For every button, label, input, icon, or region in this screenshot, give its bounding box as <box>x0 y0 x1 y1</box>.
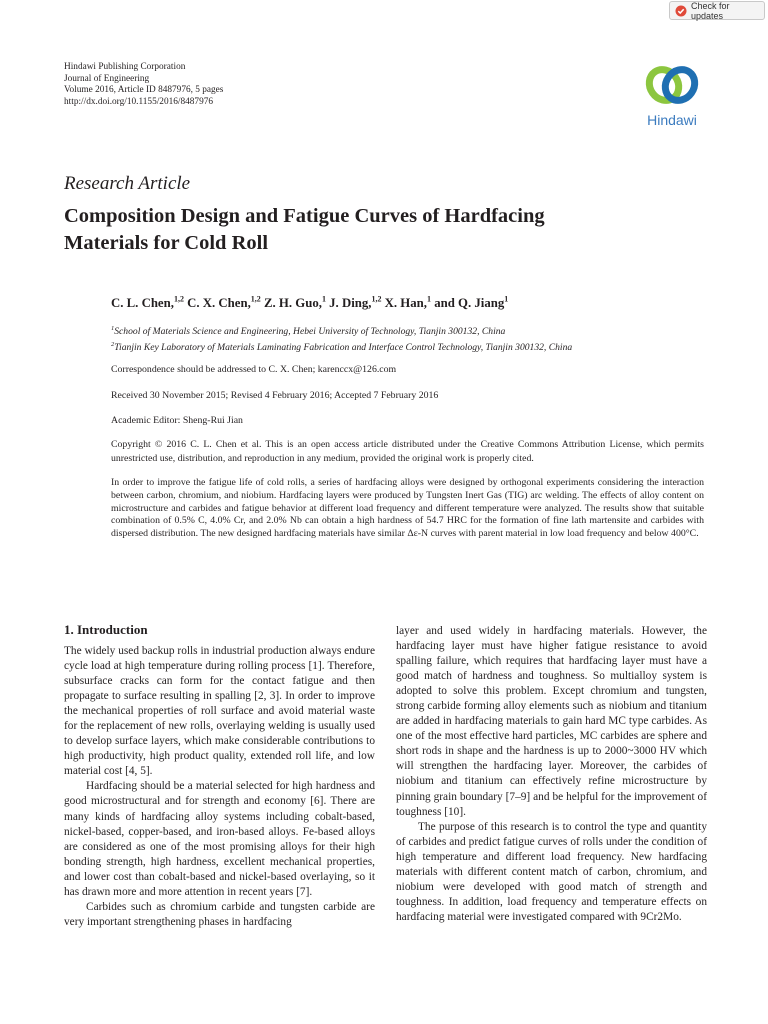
check-for-updates-label: Check for updates <box>691 0 730 21</box>
author[interactable]: C. L. Chen,$^{1,2}$ <box>111 295 184 311</box>
author-list <box>111 295 508 311</box>
check-for-updates-button[interactable] <box>669 1 765 20</box>
author[interactable]: X. Han,$^1$ <box>384 295 431 311</box>
correspondence: Correspondence should be addressed to C. X. Chen; karenccx@126.com <box>111 364 397 375</box>
hindawi-rings-icon <box>637 60 707 110</box>
journal-name: Journal of Engineering <box>64 73 150 84</box>
author[interactable]: Z. H. Guo,$^1$ <box>263 295 326 311</box>
author[interactable]: C. X. Chen,$^{1,2}$ <box>187 295 261 311</box>
copyright-notice: Copyright © 2016 C. L. Chen et al. This is an open access article distributed under the Creative Commons Attribution License, which permits unrestricted use, distribution, and reproduction in any medium, provided the original work is properly cited. <box>111 439 704 464</box>
hindawi-logo <box>637 60 707 132</box>
paragraph: Carbides such as chromium carbide and tungsten carbide are very important strengthening phases in hardfacing <box>64 900 375 928</box>
journal-info <box>64 62 223 108</box>
volume: Volume 2016, Article ID 8487976, 5 pages <box>64 85 224 96</box>
affiliation: $^2$Tianjin Key Laboratory of Materials Laminating Fabrication and Interface Control Technology, Tianjin 300132, China <box>111 341 573 354</box>
article-dates: Received 30 November 2015; Revised 4 February 2016; Accepted 7 February 2016 <box>111 390 439 401</box>
publisher: Hindawi Publishing Corporation <box>64 62 186 72</box>
right-column <box>396 624 707 925</box>
paragraph: layer and used widely in hardfacing materials. However, the hardfacing layer must have higher fatigue resistance to avoid spalling failure, which requires that hardfacing layer must have a good match of hardness and toughness. So multialloy system is adopted to solve this problem. Except chromium and tungsten, strong carbide forming alloy elements such as niobium and titanium are added in hardfacing materials to gain hard MC type carbides. As one of the most effective hard particles, MC carbides are sphere and short rods in shape and the hardness is up to 2000~3000 HV which will strengthen the hardfacing layer. Moreover, the carbides of niobium and titanium can effectively refine microstructure by pinning grain boundary [7–9] and be helpful for the improvement of toughness [10]. <box>396 625 707 818</box>
academic-editor: Academic Editor: Sheng-Rui Jian <box>111 415 243 426</box>
paragraph: The widely used backup rolls in industrial production always endure cycle load at high temperature during rolling process [1]. Therefore, subsurface cracks can form for the contact fatigue and then propagate to surface resulting in spalling [2, 3]. In order to improve the mechanical properties of roll surface and avoid material waste for the replacement of new rolls, overlaying welding is usually used to develop surface layers, which make considerable contributions to high productivity, high product quality, extended roll life, and low material cost [4, 5]. <box>64 645 375 778</box>
abstract: In order to improve the fatigue life of cold rolls, a series of hardfacing alloys were designed by orthogonal experiments considering the interaction between carbon, chromium, and niobium. Hardfacing layers were produced by Tungsten Inert Gas (TIG) arc welding. The effects of alloy content on microstructure and carbides and fatigue behavior at different load frequency and different temperature were analyzed. The results show that suitable combination of 0.5% C, 4.0% Cr, and 2.0% Nb can obtain a high hardness of 54.7 HRC for the formation of fine lath martensite and carbides with dispersed distribution. The new designed hardfacing materials have similar Δε-N curves with parent material in low load frequency and below 400°C. <box>111 477 704 540</box>
paragraph: The purpose of this research is to control the type and quantity of carbides and predict fatigue curves of rolls under the condition of high temperature and different load frequency. New hardfacing materials with different content match of carbon, chromium, and niobium were developed with good match of strength and toughness. In addition, load frequency and temperature effects on hardfacing material were investigated compared with 9Cr2Mo. <box>396 820 707 923</box>
article-title: Composition Design and Fatigue Curves of Hardfacing Materials for Cold Roll <box>64 205 545 254</box>
crossmark-icon <box>675 5 687 17</box>
doi-link[interactable]: http://dx.doi.org/10.1155/2016/8487976 <box>64 96 214 107</box>
hindawi-wordmark: Hindawi <box>647 112 697 128</box>
paragraph: Hardfacing should be a material selected for high hardness and good microstructural and for strength and economy [6]. There are many kinds of hardfacing alloy systems including cobalt-based, nickel-based, copper-based, and iron-based alloys. Fe-based alloys are considered as one of the most promising alloys for their high bonding strength, high hardness, excellent mechanical properties, and lower cost than cobalt-based and nickel-based overlaying, so it has drawn more and more attention in recent years [7]. <box>64 780 375 898</box>
author[interactable]: and Q. Jiang$^1$ <box>434 295 509 311</box>
author[interactable]: J. Ding,$^{1,2}$ <box>329 295 382 311</box>
affiliation: $^1$School of Materials Science and Engineering, Hebei University of Technology, Tianjin 300132, China <box>111 325 506 338</box>
article-type: Research Article <box>64 173 191 194</box>
section-heading: 1. Introduction <box>64 622 148 637</box>
left-column <box>64 644 375 930</box>
